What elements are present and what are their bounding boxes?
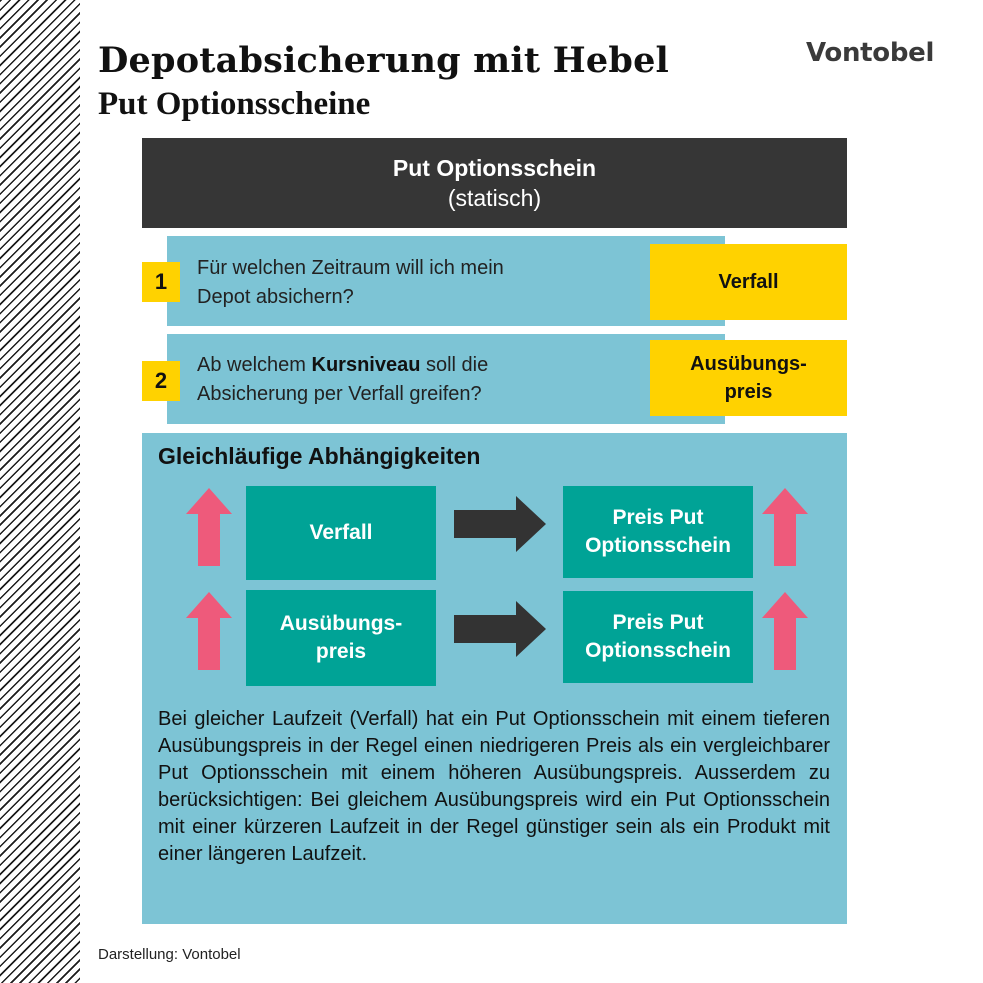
answer-box-2 bbox=[650, 340, 847, 416]
dependencies-title: Gleichläufige Abhängigkeiten bbox=[158, 443, 481, 469]
question-number-2: 2 bbox=[142, 361, 180, 401]
dependency-to-2-line-1: Preis Put bbox=[612, 611, 704, 634]
answer-2-line-2: preis bbox=[724, 381, 773, 403]
dependency-from-box-1 bbox=[246, 486, 436, 580]
right-arrow-icon bbox=[454, 496, 546, 552]
answer-box-1 bbox=[650, 244, 847, 320]
question-2-keyword: Kursniveau bbox=[311, 354, 421, 376]
question-1-line-1: Für welchen Zeitraum will ich mein bbox=[197, 257, 504, 279]
question-1-line-2: Depot absichern? bbox=[197, 286, 354, 308]
header-bar bbox=[142, 138, 847, 228]
dependency-to-1-line-2: Optionsschein bbox=[585, 534, 731, 557]
dependency-from-2-line-2: preis bbox=[315, 640, 367, 663]
up-arrow-icon bbox=[186, 592, 232, 670]
striped-margin-decoration bbox=[0, 0, 80, 983]
header-subtitle: (statisch) bbox=[447, 185, 542, 211]
question-2-text-pre: Ab welchem bbox=[197, 354, 312, 376]
dependency-from-box-2 bbox=[246, 590, 436, 686]
header-title: Put Optionsschein bbox=[392, 155, 597, 181]
question-number-1: 1 bbox=[142, 262, 180, 302]
question-2-text-post: soll die bbox=[420, 354, 489, 376]
dependency-to-box-1 bbox=[563, 486, 753, 578]
dependency-to-box-2 bbox=[563, 591, 753, 683]
question-text-1 bbox=[197, 254, 504, 312]
right-arrow-icon bbox=[454, 601, 546, 657]
answer-2-line-1: Ausübungs- bbox=[690, 353, 807, 375]
dependency-from-label-1: Verfall bbox=[309, 521, 373, 544]
vontobel-logo: Vontobel bbox=[806, 38, 935, 68]
explanation-paragraph: Bei gleicher Laufzeit (Verfall) hat ein Put Optionsschein mit einem tieferen Ausübungspreis in der Regel einen niedrigeren Preis als ein vergleichbarer Put Optionsschein mit einem höheren Ausübungspreis. Ausserdem zu berücksichtigen: Bei gleichem Ausübungspreis wird ein Put Optionsschein mit einer kürzeren Laufzeit in der Regel günstiger sein als ein Produkt mit einer längeren Laufzeit. bbox=[158, 708, 830, 865]
dependency-from-2-line-1: Ausübungs- bbox=[279, 612, 403, 635]
up-arrow-icon bbox=[762, 592, 808, 670]
dependency-to-1-line-1: Preis Put bbox=[612, 506, 704, 529]
question-text-2 bbox=[197, 351, 488, 409]
up-arrow-icon bbox=[762, 488, 808, 566]
dependency-to-2-line-2: Optionsschein bbox=[585, 639, 731, 662]
question-2-line-1 bbox=[197, 351, 488, 380]
question-2-line-2: Absicherung per Verfall greifen? bbox=[197, 383, 482, 405]
answer-1-label: Verfall bbox=[718, 271, 779, 293]
page-subtitle: Put Optionsscheine bbox=[98, 86, 371, 122]
source-footer: Darstellung: Vontobel bbox=[98, 946, 241, 963]
page-title: Depotabsicherung mit Hebel bbox=[98, 40, 670, 81]
up-arrow-icon bbox=[186, 488, 232, 566]
